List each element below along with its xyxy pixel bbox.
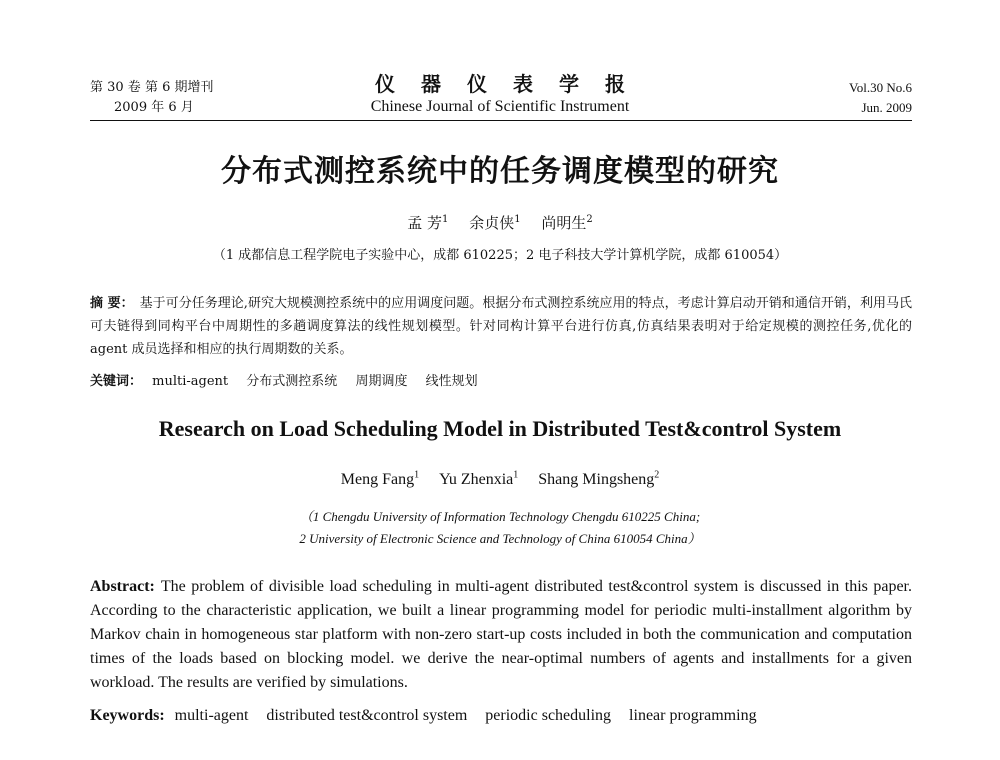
abstract-text-cn: 基于可分任务理论,研究大规模测控系统中的应用调度问题。根据分布式测控系统应用的特点，考虑计算启动开销和通信开销，利用马氏可夫链得到同构平台中周期性的多趟调度算法的线性规划模型。针对同构计算平台进行仿真,仿真结果表明对于给定规模的测控任务,优化的 agent 成员选择和相应的执行周期数的关系。: [90, 296, 913, 357]
author-list-cn: [0, 212, 1000, 233]
affiliation-en-line: 2 University of Electronic Science and Technology of China 610054 China）: [299, 531, 701, 546]
abstract-en: [90, 575, 912, 695]
keyword-cn: multi-agent: [152, 374, 229, 389]
keyword-cn: 周期调度: [355, 374, 408, 389]
volume-number-en: Vol.30 No.6: [849, 80, 912, 95]
keyword-en: distributed test&control system: [266, 707, 468, 724]
keyword-en: multi-agent: [174, 707, 249, 724]
author-en: Shang Mingsheng$^2$: [538, 470, 660, 489]
journal-name-cn: 仪器仪表学报: [375, 72, 651, 96]
keyword-cn: 线性规划: [425, 374, 478, 389]
keyword-cn: 分布式测控系统: [246, 374, 338, 389]
keywords-label-en: Keywords:: [90, 707, 165, 724]
keywords-en: [90, 707, 912, 725]
issue-date: 2009 年 6 月: [114, 100, 194, 115]
paper-title-cn: 分布式测控系统中的任务调度模型的研究: [221, 154, 779, 189]
keyword-en: periodic scheduling: [485, 707, 612, 724]
author-en: Meng Fang$^1$: [340, 470, 420, 489]
journal-name-en: Chinese Journal of Scientific Instrument: [370, 98, 630, 115]
author-list-en: [0, 470, 1000, 489]
abstract-label-en: Abstract:: [90, 578, 155, 595]
author-cn: 尚明生$^2$: [541, 214, 593, 232]
paper-title-en: Research on Load Scheduling Model in Distributed Test&control System: [158, 416, 842, 441]
keywords-label-cn: 关键词：: [90, 374, 143, 389]
running-header: [90, 72, 912, 122]
author-cn: 余贞侠$^1$: [469, 214, 521, 232]
abstract-label-cn: 摘 要：: [90, 296, 134, 311]
issue-info: [90, 78, 213, 118]
keyword-en: linear programming: [629, 707, 757, 724]
keywords-cn: [90, 370, 912, 389]
volume-issue: 第 30 卷 第 6 期增刊: [90, 80, 214, 95]
abstract-text-en: The problem of divisible load scheduling in multi-agent distributed test&control system is discussed in this paper. According to the characteristic application, we built a linear programming model for periodic multi-installment algorithm by Markov chain in homogeneous star platform with non-zero start-up costs included in both the communication and computation times of the loads based on blocking model. we derive the near-optimal numbers of agents and installments for a given workload. The results are verified by simulations.: [90, 578, 912, 691]
journal-name: [320, 72, 680, 118]
issue-date-en: Jun. 2009: [861, 100, 912, 115]
volume-info-en: [849, 78, 912, 118]
author-cn: 孟 芳$^1$: [407, 214, 449, 232]
affiliation-en-line: （1 Chengdu University of Information Technology Chengdu 610225 China;: [299, 509, 701, 524]
affiliation-cn: （1 成都信息工程学院电子实验中心，成都 610225；2 电子科技大学计算机学院，成都 610054）: [212, 248, 788, 263]
abstract-cn: [90, 292, 912, 361]
header-rule: [90, 120, 912, 121]
author-en: Yu Zhenxia$^1$: [439, 470, 519, 489]
affiliation-en: [0, 506, 1000, 550]
